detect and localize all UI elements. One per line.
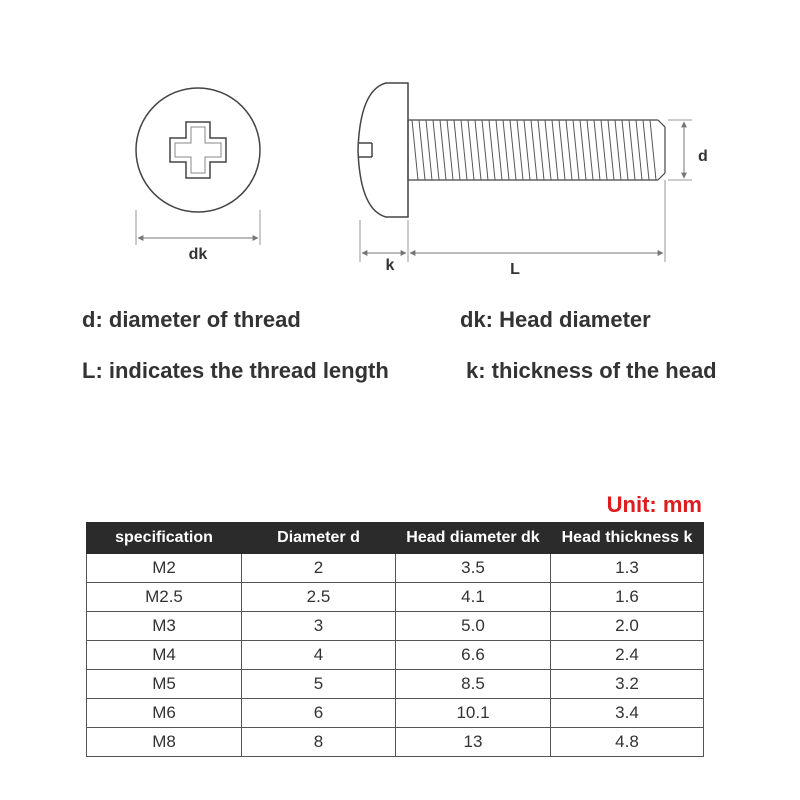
head-side-view <box>358 83 408 217</box>
table-row <box>87 612 704 641</box>
cell-diameter: 5 <box>242 670 396 699</box>
table-row <box>87 699 704 728</box>
cell-head-diameter: 13 <box>396 728 551 757</box>
cell-head-thickness: 1.3 <box>551 554 704 583</box>
header-head-diameter-dk: Head diameter dk <box>396 523 551 554</box>
legend-dk: dk: Head diameter <box>460 307 651 332</box>
screw-drawing <box>0 0 800 290</box>
cell-diameter: 2 <box>242 554 396 583</box>
cell-head-thickness: 3.2 <box>551 670 704 699</box>
cell-diameter: 6 <box>242 699 396 728</box>
table-row <box>87 728 704 757</box>
label-k: k <box>385 257 395 274</box>
cell-head-diameter: 4.1 <box>396 583 551 612</box>
cell-head-diameter: 6.6 <box>396 641 551 670</box>
legend-k: k: thickness of the head <box>466 358 717 383</box>
cell-head-diameter: 10.1 <box>396 699 551 728</box>
cell-diameter: 4 <box>242 641 396 670</box>
cell-spec: M5 <box>87 670 242 699</box>
table-row <box>87 583 704 612</box>
table-header-row <box>87 523 704 554</box>
legend-d: d: diameter of thread <box>82 307 301 332</box>
header-head-thickness-k: Head thickness k <box>551 523 704 554</box>
spec-table <box>86 522 704 757</box>
label-L: L <box>510 261 520 278</box>
header-diameter-d: Diameter d <box>242 523 396 554</box>
legend-L: L: indicates the thread length <box>82 358 389 383</box>
unit-label: Unit: mm <box>606 492 702 517</box>
header-specification: specification <box>87 523 242 554</box>
dimension-d <box>668 120 692 180</box>
cell-head-diameter: 3.5 <box>396 554 551 583</box>
dimension-legend <box>0 295 800 405</box>
label-d: d <box>698 148 708 165</box>
cell-diameter: 2.5 <box>242 583 396 612</box>
cell-diameter: 8 <box>242 728 396 757</box>
cell-head-thickness: 3.4 <box>551 699 704 728</box>
cell-spec: M3 <box>87 612 242 641</box>
cell-spec: M8 <box>87 728 242 757</box>
label-dk: dk <box>188 246 208 263</box>
table-row <box>87 641 704 670</box>
thread-shank <box>408 120 665 180</box>
cell-head-thickness: 2.0 <box>551 612 704 641</box>
cell-spec: M6 <box>87 699 242 728</box>
head-top-view <box>136 88 260 245</box>
dimension-k-L <box>360 180 665 262</box>
cell-spec: M2 <box>87 554 242 583</box>
cell-head-diameter: 8.5 <box>396 670 551 699</box>
cell-diameter: 3 <box>242 612 396 641</box>
cell-head-diameter: 5.0 <box>396 612 551 641</box>
cell-spec: M4 <box>87 641 242 670</box>
cell-head-thickness: 2.4 <box>551 641 704 670</box>
table-row <box>87 554 704 583</box>
screw-diagram <box>0 0 800 290</box>
cell-head-thickness: 1.6 <box>551 583 704 612</box>
table-row <box>87 670 704 699</box>
cell-head-thickness: 4.8 <box>551 728 704 757</box>
cell-spec: M2.5 <box>87 583 242 612</box>
